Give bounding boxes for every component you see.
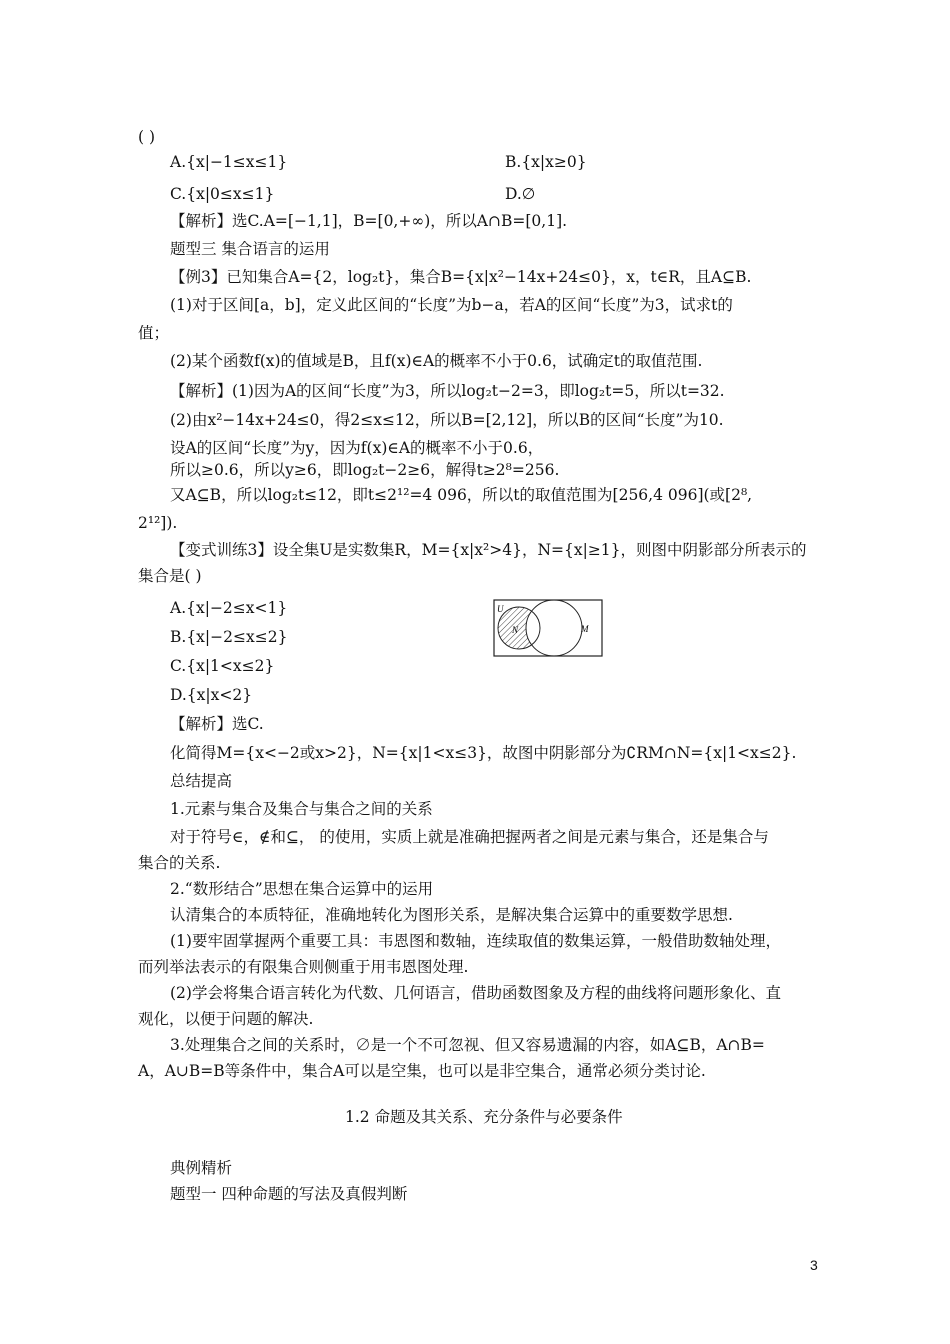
text-line: 1.元素与集合及集合与集合之间的关系	[170, 800, 433, 818]
text-line: 设A的区间“长度”为y，因为f(x)∈A的概率不小于0.6，	[170, 439, 544, 457]
text-line: 2¹²]).	[138, 514, 178, 532]
text-line: 又A⊆B，所以log₂t≤12，即t≤2¹²=4 096，所以t的取值范围为[256,4 096](或[2⁸,	[170, 486, 753, 504]
page-number: 3	[810, 1257, 818, 1273]
text-line: 观化，以便于问题的解决.	[138, 1010, 314, 1028]
text-line: 3.处理集合之间的关系时，∅是一个不可忽视、但又容易遗漏的内容，如A⊆B，A∩B=	[170, 1036, 765, 1054]
text-line: 典例精析	[170, 1159, 233, 1177]
text-line: C.{x|1<x≤2}	[170, 657, 275, 675]
text-line: (1)要牢固掌握两个重要工具：韦恩图和数轴，连续取值的数集运算，一般借助数轴处理，	[170, 932, 781, 950]
text-line: 集合的关系.	[138, 854, 221, 872]
text-line: 集合是( )	[138, 567, 202, 585]
text-line: 总结提高	[170, 772, 233, 790]
u-label: U	[497, 604, 504, 614]
text-line: ( )	[138, 128, 156, 146]
text-line: B.{x|x≥0}	[505, 153, 587, 171]
text-line: 认清集合的本质特征，准确地转化为图形关系，是解决集合运算中的重要数学思想.	[170, 906, 733, 924]
text-line: (1)对于区间[a，b]，定义此区间的“长度”为b−a，若A的区间“长度”为3，试求t的	[170, 296, 733, 314]
text-line: 值；	[138, 324, 170, 342]
text-line: (2)学会将集合语言转化为代数、几何语言，借助函数图象及方程的曲线将问题形象化、直	[170, 984, 781, 1002]
text-line: 2.“数形结合”思想在集合运算中的运用	[170, 880, 434, 898]
text-line: 【解析】(1)因为A的区间“长度”为3，所以log₂t−2=3，即log₂t=5，所以t=32.	[170, 382, 725, 400]
text-line: 对于符号∈，∉和⊆， 的使用，实质上就是准确把握两者之间是元素与集合，还是集合与	[170, 828, 769, 846]
n-label: N	[512, 625, 519, 635]
text-line: 题型一 四种命题的写法及真假判断	[170, 1185, 408, 1203]
m-label: M	[581, 624, 589, 634]
text-line: 题型三 集合语言的运用	[170, 240, 330, 258]
venn-diagram	[493, 599, 603, 657]
text-line: A，A∪B=B等条件中，集合A可以是空集，也可以是非空集合，通常必须分类讨论.	[138, 1062, 706, 1080]
text-line: B.{x|−2≤x≤2}	[170, 628, 288, 646]
text-line: 化简得M={x<−2或x>2}，N={x|1<x≤3}，故图中阴影部分为∁RM∩N={x|1<x≤2}.	[170, 744, 797, 762]
text-line: 【变式训练3】设全集U是实数集R，M={x|x²>4}，N={x|≥1}，则图中阴影部分所表示的	[170, 541, 807, 559]
text-line: 而列举法表示的有限集合则侧重于用韦恩图处理.	[138, 958, 469, 976]
text-line: D.{x|x<2}	[170, 686, 253, 704]
text-line: 【解析】选C.	[170, 715, 264, 733]
text-line: 1.2 命题及其关系、充分条件与必要条件	[345, 1108, 623, 1126]
text-line: 【例3】已知集合A={2，log₂t}，集合B={x|x²−14x+24≤0}，x，t∈R，且A⊆B.	[170, 268, 752, 286]
text-line: A.{x|−1≤x≤1}	[170, 153, 288, 171]
text-line: A.{x|−2≤x<1}	[170, 599, 288, 617]
text-line: C.{x|0≤x≤1}	[170, 185, 275, 203]
text-line: 所以≥0.6，所以y≥6，即log₂t−2≥6，解得t≥2⁸=256.	[170, 461, 560, 479]
text-line: D.∅	[505, 185, 536, 203]
text-line: (2)某个函数f(x)的值域是B，且f(x)∈A的概率不小于0.6，试确定t的取值范围.	[170, 352, 703, 370]
text-line: (2)由x²−14x+24≤0，得2≤x≤12，所以B=[2,12]，所以B的区间“长度”为10.	[170, 411, 724, 429]
text-line: 【解析】选C.A=[−1,1]，B=[0,+∞)，所以A∩B=[0,1].	[170, 212, 568, 230]
